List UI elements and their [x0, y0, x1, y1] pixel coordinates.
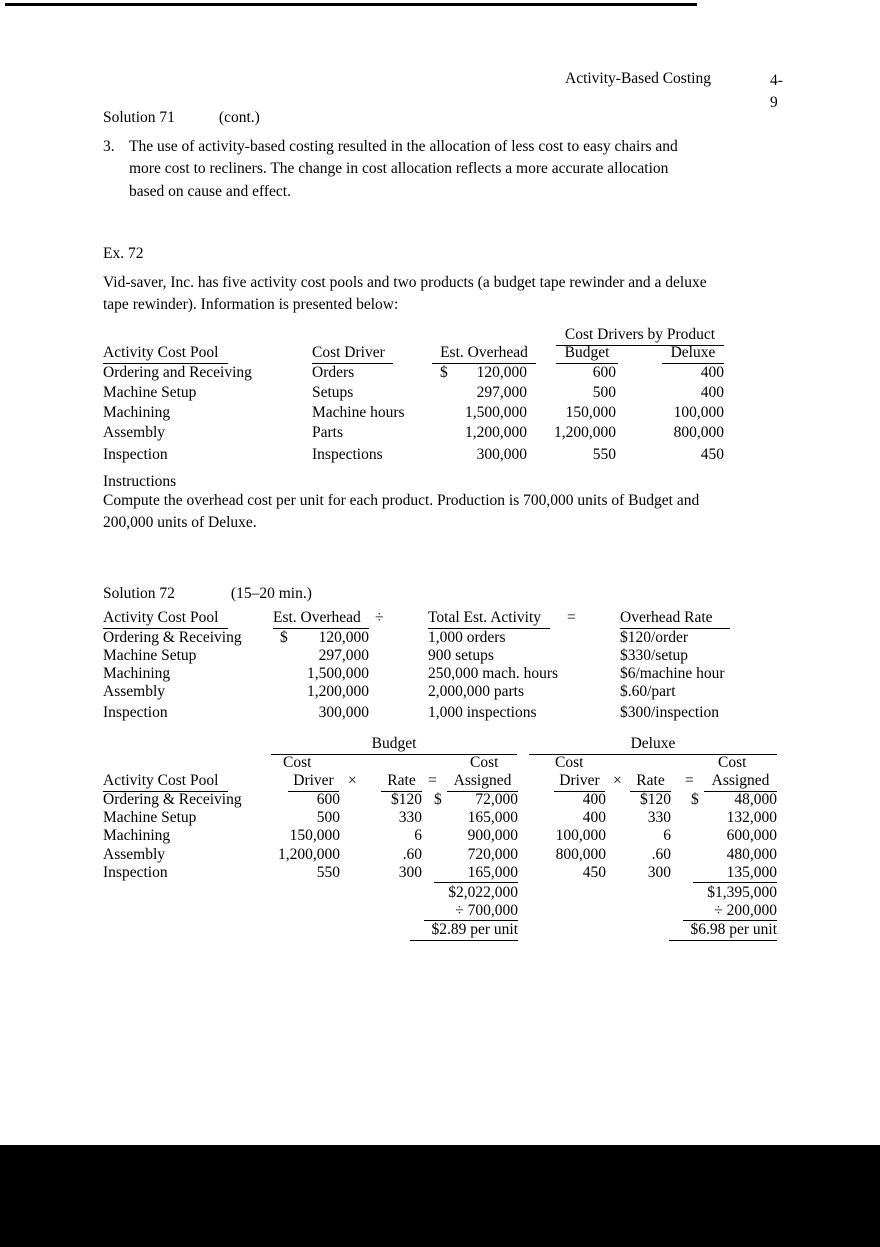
alloc-row-budget-driver: 500 [316, 809, 340, 826]
page-number-line1: 4- [770, 72, 783, 89]
rate-header-activity-cost-pool: Activity Cost Pool [103, 609, 228, 629]
instructions-text: Compute the overhead cost per unit for each product. Production is 700,000 units of Budget and 200,000 units of Deluxe. [103, 492, 700, 532]
alloc-row-deluxe-rate: 330 [647, 809, 671, 826]
ex-72-intro-text: Vid-saver, Inc. has five activity cost pools and two products (a budget tape rewinder and a deluxe tape rewinder). Information is presented below: [103, 274, 707, 314]
alloc-row-deluxe-assigned: 48,000 [734, 791, 777, 808]
alloc-row-pool: Machine Setup [103, 809, 197, 826]
alloc-header-cost-deluxe: Cost [555, 754, 584, 771]
ex72-row-overhead: 1,500,000 [465, 404, 527, 421]
rate-row-rate: $.60/part [620, 683, 676, 700]
rate-row-activity: 2,000,000 parts [428, 683, 525, 700]
rate-row-activity: 1,000 orders [428, 629, 506, 646]
solution-71-item-3 [103, 136, 703, 203]
alloc-row-deluxe-symbol: $ [691, 791, 699, 808]
page-number-line2: 9 [770, 94, 778, 112]
ex72-row-deluxe: 800,000 [673, 424, 724, 441]
ex72-row-budget: 550 [592, 446, 616, 463]
alloc-row-deluxe-driver: 100,000 [555, 827, 606, 844]
alloc-row-deluxe-assigned: 600,000 [726, 827, 777, 844]
ex72-row-overhead: 120,000 [476, 364, 527, 381]
ex72-header-deluxe: Deluxe [662, 344, 724, 364]
alloc-row-budget-symbol: $ [434, 791, 442, 808]
alloc-row-budget-driver: 600 [316, 791, 340, 808]
rate-operator-equals: = [567, 609, 576, 626]
rate-row-pool: Machine Setup [103, 647, 197, 664]
alloc-header-rate-deluxe: Rate [630, 772, 671, 792]
alloc-row-deluxe-driver: 400 [582, 791, 606, 808]
rate-row-activity: 1,000 inspections [428, 704, 537, 721]
list-item-number: 3. [103, 138, 115, 155]
alloc-header-cost-budget: Cost [283, 754, 312, 771]
alloc-row-pool: Ordering & Receiving [103, 791, 242, 808]
alloc-operator-equals-budget: = [428, 772, 437, 789]
deluxe-subtotal-rule [693, 882, 777, 883]
ex72-header-cost-driver: Cost Driver [312, 344, 393, 364]
ex72-row-budget: 150,000 [565, 404, 616, 421]
deluxe-per-unit: $6.98 per unit [669, 921, 777, 941]
ex72-row-deluxe: 400 [700, 384, 724, 401]
alloc-row-deluxe-assigned: 135,000 [726, 864, 777, 881]
alloc-row-budget-assigned: 165,000 [467, 864, 518, 881]
alloc-row-budget-assigned: 720,000 [467, 846, 518, 863]
alloc-header-rate-budget: Rate [381, 772, 422, 792]
ex72-header-activity-cost-pool: Activity Cost Pool [103, 344, 228, 364]
ex72-row-pool: Machine Setup [103, 384, 197, 401]
alloc-row-deluxe-driver: 800,000 [555, 846, 606, 863]
bottom-black-band [0, 1145, 880, 1247]
rate-header-overhead-rate: Overhead Rate [620, 609, 730, 629]
deluxe-units-divisor: ÷ 200,000 [714, 902, 777, 919]
ex72-row-overhead: 300,000 [476, 446, 527, 463]
rate-row-rate: $6/machine hour [620, 665, 725, 682]
alloc-row-budget-rate: 300 [398, 864, 422, 881]
rate-row-overhead-symbol: $ [280, 629, 288, 646]
alloc-row-deluxe-assigned: 132,000 [726, 809, 777, 826]
solution-72-label: Solution 72 [103, 585, 175, 602]
solution-72-time: (15–20 min.) [230, 585, 312, 602]
alloc-row-deluxe-rate: 6 [663, 827, 671, 844]
ex72-row-driver: Inspections [312, 446, 383, 463]
rate-row-overhead: 1,200,000 [307, 683, 369, 700]
rate-row-pool: Ordering & Receiving [103, 629, 242, 646]
instructions-heading: Instructions [103, 473, 177, 490]
ex72-row-driver: Setups [312, 384, 354, 401]
ex72-row-driver: Orders [312, 364, 355, 381]
rate-row-rate: $330/setup [620, 647, 689, 664]
rate-row-overhead: 120,000 [318, 629, 369, 646]
alloc-row-budget-rate: 6 [414, 827, 422, 844]
deluxe-total: $1,395,000 [707, 884, 777, 901]
alloc-row-budget-assigned: 165,000 [467, 809, 518, 826]
solution-71-heading [103, 109, 260, 127]
ex72-row-driver: Parts [312, 424, 343, 441]
ex72-header-budget: Budget [556, 344, 618, 364]
rate-row-overhead: 297,000 [318, 647, 369, 664]
alloc-operator-equals-deluxe: = [685, 772, 694, 789]
rate-row-activity: 900 setups [428, 647, 494, 664]
alloc-row-budget-rate: $120 [391, 791, 422, 808]
budget-units-divisor: ÷ 700,000 [455, 902, 518, 919]
budget-subtotal-rule [434, 882, 518, 883]
rate-header-total-est-activity: Total Est. Activity [428, 609, 550, 629]
ex72-row-deluxe: 400 [700, 364, 724, 381]
ex72-row-deluxe: 450 [700, 446, 724, 463]
alloc-operator-times-budget: × [348, 772, 357, 789]
rate-row-pool: Inspection [103, 704, 168, 721]
alloc-row-deluxe-driver: 450 [582, 864, 606, 881]
alloc-row-deluxe-rate: .60 [651, 846, 671, 863]
alloc-header-assigned-budget: Assigned [447, 772, 518, 792]
running-header-title: Activity-Based Costing [565, 70, 711, 87]
solution-71-label: Solution 71 [103, 109, 175, 126]
alloc-header-assigned-deluxe: Assigned [704, 772, 777, 792]
ex72-header-est-overhead: Est. Overhead [432, 344, 536, 364]
solution-71-cont: (cont.) [218, 109, 260, 126]
ex72-row-pool: Inspection [103, 446, 168, 463]
budget-total: $2,022,000 [448, 884, 518, 901]
rate-row-pool: Assembly [103, 683, 165, 700]
alloc-row-pool: Assembly [103, 846, 165, 863]
rate-header-est-overhead: Est. Overhead [273, 609, 369, 629]
ex72-row-pool: Assembly [103, 424, 165, 441]
alloc-row-deluxe-rate: $120 [640, 791, 671, 808]
alloc-row-budget-rate: .60 [402, 846, 422, 863]
ex72-row-overhead: 297,000 [476, 384, 527, 401]
rate-row-activity: 250,000 mach. hours [428, 665, 559, 682]
rate-row-rate: $300/inspection [620, 704, 720, 721]
ex72-row-pool: Machining [103, 404, 171, 421]
rate-operator-divide: ÷ [375, 609, 384, 626]
ex72-row-deluxe: 100,000 [673, 404, 724, 421]
ex72-row-budget: 1,200,000 [554, 424, 616, 441]
alloc-row-budget-assigned: 900,000 [467, 827, 518, 844]
alloc-row-budget-driver: 150,000 [289, 827, 340, 844]
alloc-row-pool: Machining [103, 827, 171, 844]
alloc-header-driver-deluxe: Driver [554, 772, 605, 792]
alloc-row-pool: Inspection [103, 864, 168, 881]
alloc-product-header-budget: Budget [371, 735, 417, 752]
top-rule-divider [5, 3, 697, 6]
alloc-product-header-deluxe: Deluxe [630, 735, 676, 752]
ex-72-heading: Ex. 72 [103, 245, 144, 262]
page-number [770, 70, 798, 115]
rate-row-rate: $120/order [620, 629, 689, 646]
ex72-spanner-cost-drivers: Cost Drivers by Product [556, 326, 724, 346]
rate-row-overhead: 1,500,000 [307, 665, 369, 682]
alloc-header-cost-budget-assigned: Cost [470, 754, 499, 771]
alloc-row-deluxe-rate: 300 [647, 864, 671, 881]
alloc-row-deluxe-assigned: 480,000 [726, 846, 777, 863]
alloc-header-cost-deluxe-assigned: Cost [718, 754, 747, 771]
alloc-row-budget-driver: 1,200,000 [278, 846, 340, 863]
alloc-row-budget-driver: 550 [316, 864, 340, 881]
ex72-row-budget: 500 [592, 384, 616, 401]
ex72-row-budget: 600 [592, 364, 616, 381]
rate-row-pool: Machining [103, 665, 171, 682]
alloc-row-deluxe-driver: 400 [582, 809, 606, 826]
ex72-row-pool: Ordering and Receiving [103, 364, 252, 381]
ex72-row-overhead-symbol: $ [440, 364, 448, 381]
ex72-row-overhead: 1,200,000 [465, 424, 527, 441]
solution-72-heading [103, 585, 312, 603]
alloc-operator-times-deluxe: × [613, 772, 622, 789]
rate-row-overhead: 300,000 [318, 704, 369, 721]
list-item-text: The use of activity-based costing resulted in the allocation of less cost to easy chairs and more cost to recliners. The change in cost allocation reflects a more accurate allocation based on cause and effect. [129, 138, 678, 200]
alloc-header-activity-cost-pool: Activity Cost Pool [103, 772, 228, 792]
ex72-row-driver: Machine hours [312, 404, 405, 421]
budget-per-unit: $2.89 per unit [410, 921, 518, 941]
alloc-header-driver-budget: Driver [288, 772, 339, 792]
alloc-row-budget-rate: 330 [398, 809, 422, 826]
alloc-row-budget-assigned: 72,000 [475, 791, 518, 808]
